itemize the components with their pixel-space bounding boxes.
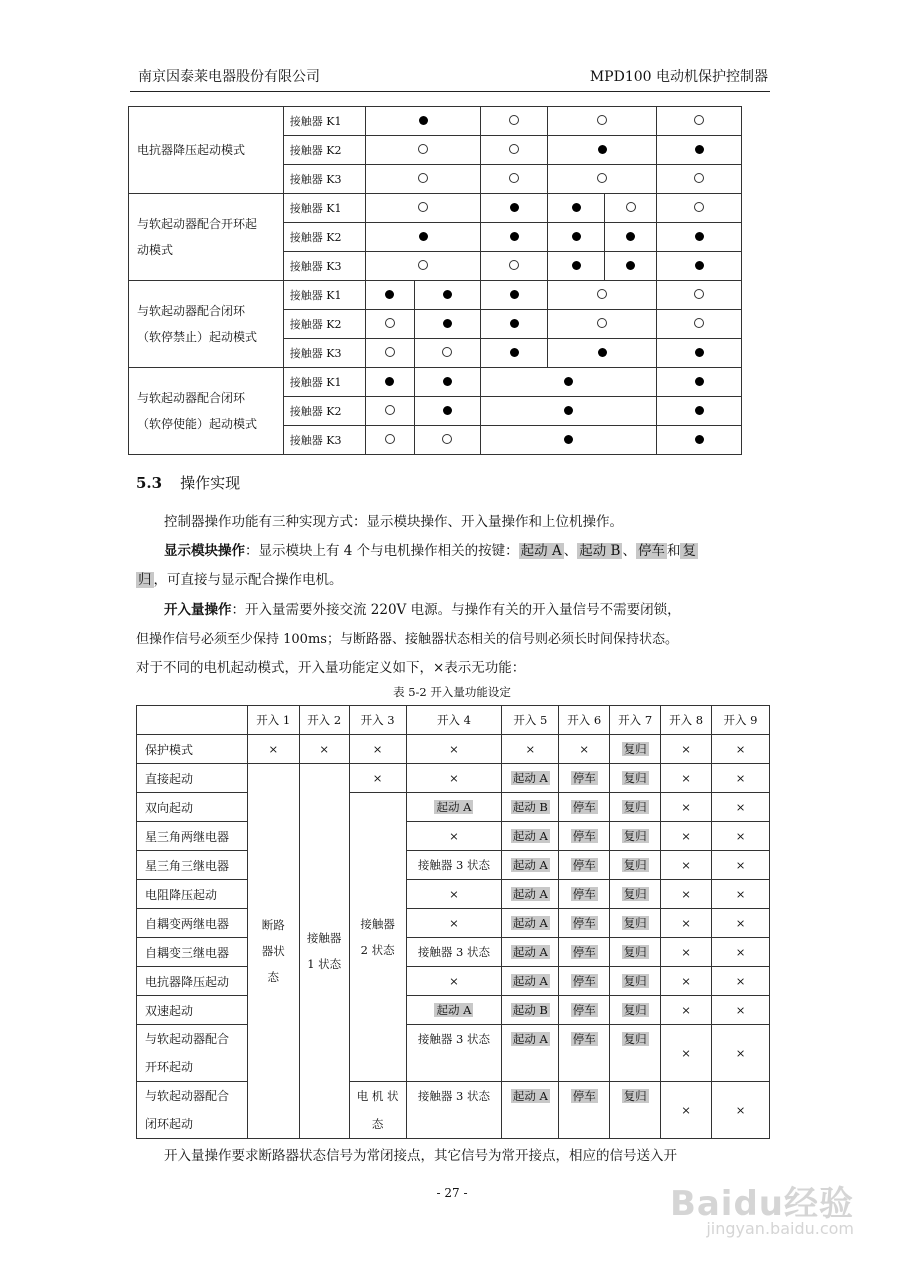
- table-cell: [605, 252, 657, 281]
- table-cell: ×: [406, 764, 502, 793]
- mode-label: 与软起动器配合开环起 动模式: [129, 194, 284, 281]
- table-cell: 停车: [559, 967, 610, 996]
- table-cell: 起动 A: [406, 996, 502, 1025]
- table-row: [137, 735, 770, 764]
- contactor2-state-cell: 接触器 2 状态: [349, 793, 406, 1082]
- open-state-ring: [509, 144, 519, 154]
- table-row: [129, 107, 742, 136]
- table-cell: [657, 426, 742, 455]
- state-cell: [548, 107, 657, 136]
- open-state-ring: [442, 347, 452, 357]
- header-rule: [130, 91, 770, 92]
- table-cell: 停车: [559, 938, 610, 967]
- table-cell: [657, 310, 742, 339]
- table-cell: ×: [406, 822, 502, 851]
- mode-label: 与软起动器配合闭环 （软停禁止）起动模式: [129, 281, 284, 368]
- table-cell: 复归: [610, 938, 661, 967]
- table-row: [137, 880, 770, 909]
- table-cell: [548, 194, 605, 223]
- table-row: [137, 967, 770, 996]
- table-cell: 双速起动: [137, 996, 248, 1025]
- table-cell: [365, 194, 481, 223]
- closed-state-dot: [443, 319, 452, 328]
- table-cell: [548, 136, 657, 165]
- table-row: [129, 281, 742, 310]
- open-state-ring: [509, 260, 519, 270]
- table-cell: 双向起动: [137, 793, 248, 822]
- table-cell: 与软起动器配合 开环起动: [137, 1025, 248, 1082]
- table-cell: ×: [661, 851, 712, 880]
- paragraph-intro: 控制器操作功能有三种实现方式：显示模块操作、开入量操作和上位机操作。: [164, 514, 623, 530]
- table-row: [137, 764, 770, 793]
- table-row: [137, 822, 770, 851]
- table-cell: ×: [712, 1082, 770, 1139]
- open-state-ring: [418, 144, 428, 154]
- table-cell: [365, 136, 481, 165]
- table-cell: [414, 310, 481, 339]
- table-cell: ×: [661, 1082, 712, 1139]
- contactor-label: 接触器 K2: [283, 223, 365, 252]
- table-cell: [657, 194, 742, 223]
- open-state-ring: [442, 434, 452, 444]
- page-number: - 27 -: [436, 1186, 468, 1200]
- table-cell: 起动 A: [502, 967, 559, 996]
- closed-state-dot: [695, 145, 704, 154]
- table-cell: 起动 A: [406, 793, 502, 822]
- closed-state-dot: [510, 319, 519, 328]
- table-row: [137, 909, 770, 938]
- table-cell: ×: [712, 793, 770, 822]
- open-state-ring: [597, 173, 607, 183]
- contactor-label: 接触器 K3: [283, 339, 365, 368]
- table-cell: [414, 397, 481, 426]
- table-cell: [605, 194, 657, 223]
- table-cell: [481, 339, 548, 368]
- contactor-label: 接触器 K2: [283, 397, 365, 426]
- contactor-label: 接触器 K3: [283, 252, 365, 281]
- closed-state-dot: [695, 261, 704, 270]
- header-cell: 开入 7: [610, 706, 661, 735]
- table-cell: 停车: [559, 822, 610, 851]
- table-cell: [481, 136, 548, 165]
- closed-state-dot: [510, 232, 519, 241]
- table-cell: 停车: [559, 996, 610, 1025]
- closed-state-dot: [443, 406, 452, 415]
- table-caption: 表 5-2 开入量功能设定: [393, 685, 511, 699]
- open-state-ring: [597, 289, 607, 299]
- header-cell: [137, 706, 248, 735]
- table-cell: ×: [661, 735, 712, 764]
- table-cell: 接触器 3 状态: [406, 1025, 502, 1082]
- open-state-ring: [418, 202, 428, 212]
- table-cell: [657, 281, 742, 310]
- table-cell: ×: [559, 735, 610, 764]
- table-cell: [657, 368, 742, 397]
- closed-state-dot: [695, 406, 704, 415]
- table-cell: [365, 368, 414, 397]
- baidu-watermark: Baidu经验 jingyan.baidu.com: [669, 1184, 854, 1238]
- table-row: [137, 1025, 770, 1082]
- open-state-ring: [385, 405, 395, 415]
- table-cell: 复归: [610, 996, 661, 1025]
- table-cell: [657, 252, 742, 281]
- closed-state-dot: [510, 348, 519, 357]
- table-cell: [548, 165, 657, 194]
- open-state-ring: [597, 115, 607, 125]
- table-cell: 自耦变三继电器: [137, 938, 248, 967]
- paragraph-display-module-cont: 归 ，可直接与显示配合操作电机。: [138, 572, 343, 588]
- open-state-ring: [694, 318, 704, 328]
- contactor1-state-cell: 接触器 1 状态: [299, 764, 349, 1139]
- contactor-label: 接触器 K1: [283, 368, 365, 397]
- table-header-row: [137, 706, 770, 735]
- contactor-label: 接触器 K1: [283, 281, 365, 310]
- table-cell: 起动 B: [502, 996, 559, 1025]
- breaker-state-cell: 断路 器状 态: [247, 764, 299, 1139]
- contactor-label: 接触器 K1: [283, 194, 365, 223]
- contactor-label: 接触器 K3: [283, 165, 365, 194]
- table-cell: ×: [349, 735, 406, 764]
- table-row: [137, 793, 770, 822]
- table-cell: 星三角两继电器: [137, 822, 248, 851]
- table-cell: [414, 426, 481, 455]
- mode-label: 电抗器降压起动模式: [129, 107, 284, 194]
- table-cell: [481, 310, 548, 339]
- closed-state-dot: [598, 145, 607, 154]
- table-cell: ×: [712, 967, 770, 996]
- closed-state-dot: [564, 435, 573, 444]
- table-cell: [414, 281, 481, 310]
- table-row: [137, 1082, 770, 1139]
- closed-state-dot: [443, 377, 452, 386]
- table-cell: ×: [406, 967, 502, 996]
- table-cell: [605, 223, 657, 252]
- table-cell: 起动 A: [502, 764, 559, 793]
- table-cell: ×: [349, 764, 406, 793]
- table-cell: [548, 310, 657, 339]
- header-cell: 开入 9: [712, 706, 770, 735]
- closed-state-dot: [510, 290, 519, 299]
- closed-state-dot: [419, 232, 428, 241]
- table-cell: ×: [661, 880, 712, 909]
- table-cell: ×: [661, 967, 712, 996]
- table-cell: ×: [661, 938, 712, 967]
- table-cell: 起动 A: [502, 1025, 559, 1082]
- table-cell: 电抗器降压起动: [137, 967, 248, 996]
- table-cell: [365, 426, 414, 455]
- table-cell: 直接起动: [137, 764, 248, 793]
- closed-state-dot: [564, 406, 573, 415]
- table-cell: [481, 194, 548, 223]
- header-cell: 开入 2: [299, 706, 349, 735]
- table-cell: ×: [502, 735, 559, 764]
- table-cell: 停车: [559, 793, 610, 822]
- table-cell: [657, 339, 742, 368]
- table-cell: [481, 368, 657, 397]
- table-cell: [365, 397, 414, 426]
- table-cell: [365, 223, 481, 252]
- table-cell: [414, 368, 481, 397]
- table-cell: 复归: [610, 1082, 661, 1139]
- closed-state-dot: [695, 348, 704, 357]
- table-row: [137, 851, 770, 880]
- state-cell: [481, 107, 548, 136]
- closed-state-dot: [695, 377, 704, 386]
- closed-state-dot: [419, 116, 428, 125]
- table-cell: 停车: [559, 880, 610, 909]
- header-cell: 开入 3: [349, 706, 406, 735]
- closed-state-dot: [564, 377, 573, 386]
- closed-state-dot: [626, 261, 635, 270]
- table-cell: [548, 252, 605, 281]
- closed-state-dot: [572, 232, 581, 241]
- open-state-ring: [385, 347, 395, 357]
- table-cell: [657, 165, 742, 194]
- table-cell: ×: [712, 851, 770, 880]
- table-cell: 复归: [610, 822, 661, 851]
- table-cell: [481, 397, 657, 426]
- closed-state-dot: [626, 232, 635, 241]
- closed-state-dot: [695, 232, 704, 241]
- table-cell: ×: [712, 880, 770, 909]
- closed-state-dot: [385, 377, 394, 386]
- closed-state-dot: [572, 203, 581, 212]
- table-cell: 电阻降压起动: [137, 880, 248, 909]
- table-cell: 复归: [610, 1025, 661, 1082]
- table-cell: [548, 339, 657, 368]
- header-cell: 开入 6: [559, 706, 610, 735]
- open-state-ring: [385, 318, 395, 328]
- table-cell: 复归: [610, 764, 661, 793]
- open-state-ring: [597, 318, 607, 328]
- open-state-ring: [694, 289, 704, 299]
- table-cell: 复归: [610, 793, 661, 822]
- contactor-state-table: [128, 106, 742, 455]
- table-cell: 接触器 3 状态: [406, 1082, 502, 1139]
- table-row: [137, 938, 770, 967]
- table-cell: [481, 252, 548, 281]
- table-cell: ×: [406, 909, 502, 938]
- table-cell: 自耦变两继电器: [137, 909, 248, 938]
- table-cell: [548, 281, 657, 310]
- paragraph-digital-input-2: 但操作信号必须至少保持 100ms；与断路器、接触器状态相关的信号则必须长时间保持状态。: [136, 632, 678, 647]
- table-cell: ×: [661, 822, 712, 851]
- table-row: [137, 996, 770, 1025]
- table-cell: [365, 281, 414, 310]
- table-cell: [414, 339, 481, 368]
- table-cell: 起动 A: [502, 880, 559, 909]
- closed-state-dot: [598, 348, 607, 357]
- company-name: 南京因泰莱电器股份有限公司: [138, 69, 320, 85]
- table-cell: 与软起动器配合 闭环起动: [137, 1082, 248, 1139]
- header-cell: 开入 8: [661, 706, 712, 735]
- table-cell: 星三角三继电器: [137, 851, 248, 880]
- table-cell: [548, 223, 605, 252]
- table-cell: 复归: [610, 880, 661, 909]
- table-cell: 停车: [559, 1025, 610, 1082]
- table-cell: [365, 339, 414, 368]
- section-heading: 5.3 操作实现: [136, 474, 241, 492]
- table-cell: ×: [712, 1025, 770, 1082]
- table-cell: 复归: [610, 851, 661, 880]
- table-cell: ×: [712, 909, 770, 938]
- table-cell: [481, 426, 657, 455]
- table-cell: ×: [247, 735, 299, 764]
- open-state-ring: [694, 115, 704, 125]
- contactor-label: 接触器 K2: [283, 310, 365, 339]
- table-cell: 接触器 3 状态: [406, 938, 502, 967]
- table-cell: ×: [712, 735, 770, 764]
- table-cell: 复归: [610, 909, 661, 938]
- table-cell: 停车: [559, 1082, 610, 1139]
- table-row: [129, 368, 742, 397]
- table-cell: ×: [712, 764, 770, 793]
- mode-label: 与软起动器配合闭环 （软停使能）起动模式: [129, 368, 284, 455]
- table-cell: [365, 165, 481, 194]
- table-cell: ×: [406, 735, 502, 764]
- table-cell: ×: [406, 880, 502, 909]
- product-name: MPD100 电动机保护控制器: [589, 69, 768, 85]
- header-cell: 开入 5: [502, 706, 559, 735]
- table-cell: 停车: [559, 764, 610, 793]
- table-cell: 复归: [610, 735, 661, 764]
- table-cell: 起动 A: [502, 938, 559, 967]
- table-cell: [365, 310, 414, 339]
- input-function-table: [136, 705, 770, 1139]
- table-cell: ×: [661, 764, 712, 793]
- table-cell: ×: [299, 735, 349, 764]
- contactor-label: 接触器 K1: [283, 107, 365, 136]
- table-row: [129, 194, 742, 223]
- open-state-ring: [626, 202, 636, 212]
- closed-state-dot: [510, 203, 519, 212]
- table-cell: 保护模式: [137, 735, 248, 764]
- closed-state-dot: [572, 261, 581, 270]
- table-cell: [657, 136, 742, 165]
- table-cell: 起动 B: [502, 793, 559, 822]
- contactor-label: 接触器 K3: [283, 426, 365, 455]
- table-cell: ×: [661, 793, 712, 822]
- table-cell: [481, 223, 548, 252]
- table-cell: [481, 281, 548, 310]
- contactor-label: 接触器 K2: [283, 136, 365, 165]
- table-cell: 接触器 3 状态: [406, 851, 502, 880]
- paragraph-display-module: 显示模块操作：显示模块上有 4 个与电机操作相关的按键： 起动 A 、 起动 B 、 停车 和 复: [164, 543, 696, 559]
- open-state-ring: [694, 202, 704, 212]
- table-cell: 起动 A: [502, 1082, 559, 1139]
- open-state-ring: [509, 115, 519, 125]
- state-cell: [657, 107, 742, 136]
- table-cell: 起动 A: [502, 851, 559, 880]
- table-cell: ×: [661, 909, 712, 938]
- header-cell: 开入 4: [406, 706, 502, 735]
- closed-state-dot: [385, 290, 394, 299]
- table-cell: 起动 A: [502, 909, 559, 938]
- table-cell: ×: [712, 938, 770, 967]
- table-cell: [365, 252, 481, 281]
- table-cell: ×: [712, 996, 770, 1025]
- open-state-ring: [385, 434, 395, 444]
- motor-state-cell: 电 机 状 态: [349, 1082, 406, 1139]
- table-cell: [481, 165, 548, 194]
- table-cell: ×: [712, 822, 770, 851]
- state-cell: [365, 107, 481, 136]
- table-cell: 停车: [559, 851, 610, 880]
- open-state-ring: [418, 260, 428, 270]
- table-cell: ×: [661, 1025, 712, 1082]
- paragraph-bottom: 开入量操作要求断路器状态信号为常闭接点，其它信号为常开接点，相应的信号送入开: [164, 1148, 677, 1164]
- table-cell: 复归: [610, 967, 661, 996]
- open-state-ring: [418, 173, 428, 183]
- header-cell: 开入 1: [247, 706, 299, 735]
- paragraph-digital-input: 开入量操作：开入量需要外接交流 220V 电源。与操作有关的开入量信号不需要闭锁，: [164, 602, 681, 618]
- closed-state-dot: [695, 435, 704, 444]
- table-cell: ×: [661, 996, 712, 1025]
- open-state-ring: [694, 173, 704, 183]
- closed-state-dot: [443, 290, 452, 299]
- paragraph-digital-input-3: 对于不同的电机起动模式，开入量功能定义如下，×表示无功能：: [136, 660, 526, 676]
- table-cell: 起动 A: [502, 822, 559, 851]
- open-state-ring: [509, 173, 519, 183]
- table-cell: [657, 397, 742, 426]
- table-cell: 停车: [559, 909, 610, 938]
- table-cell: [657, 223, 742, 252]
